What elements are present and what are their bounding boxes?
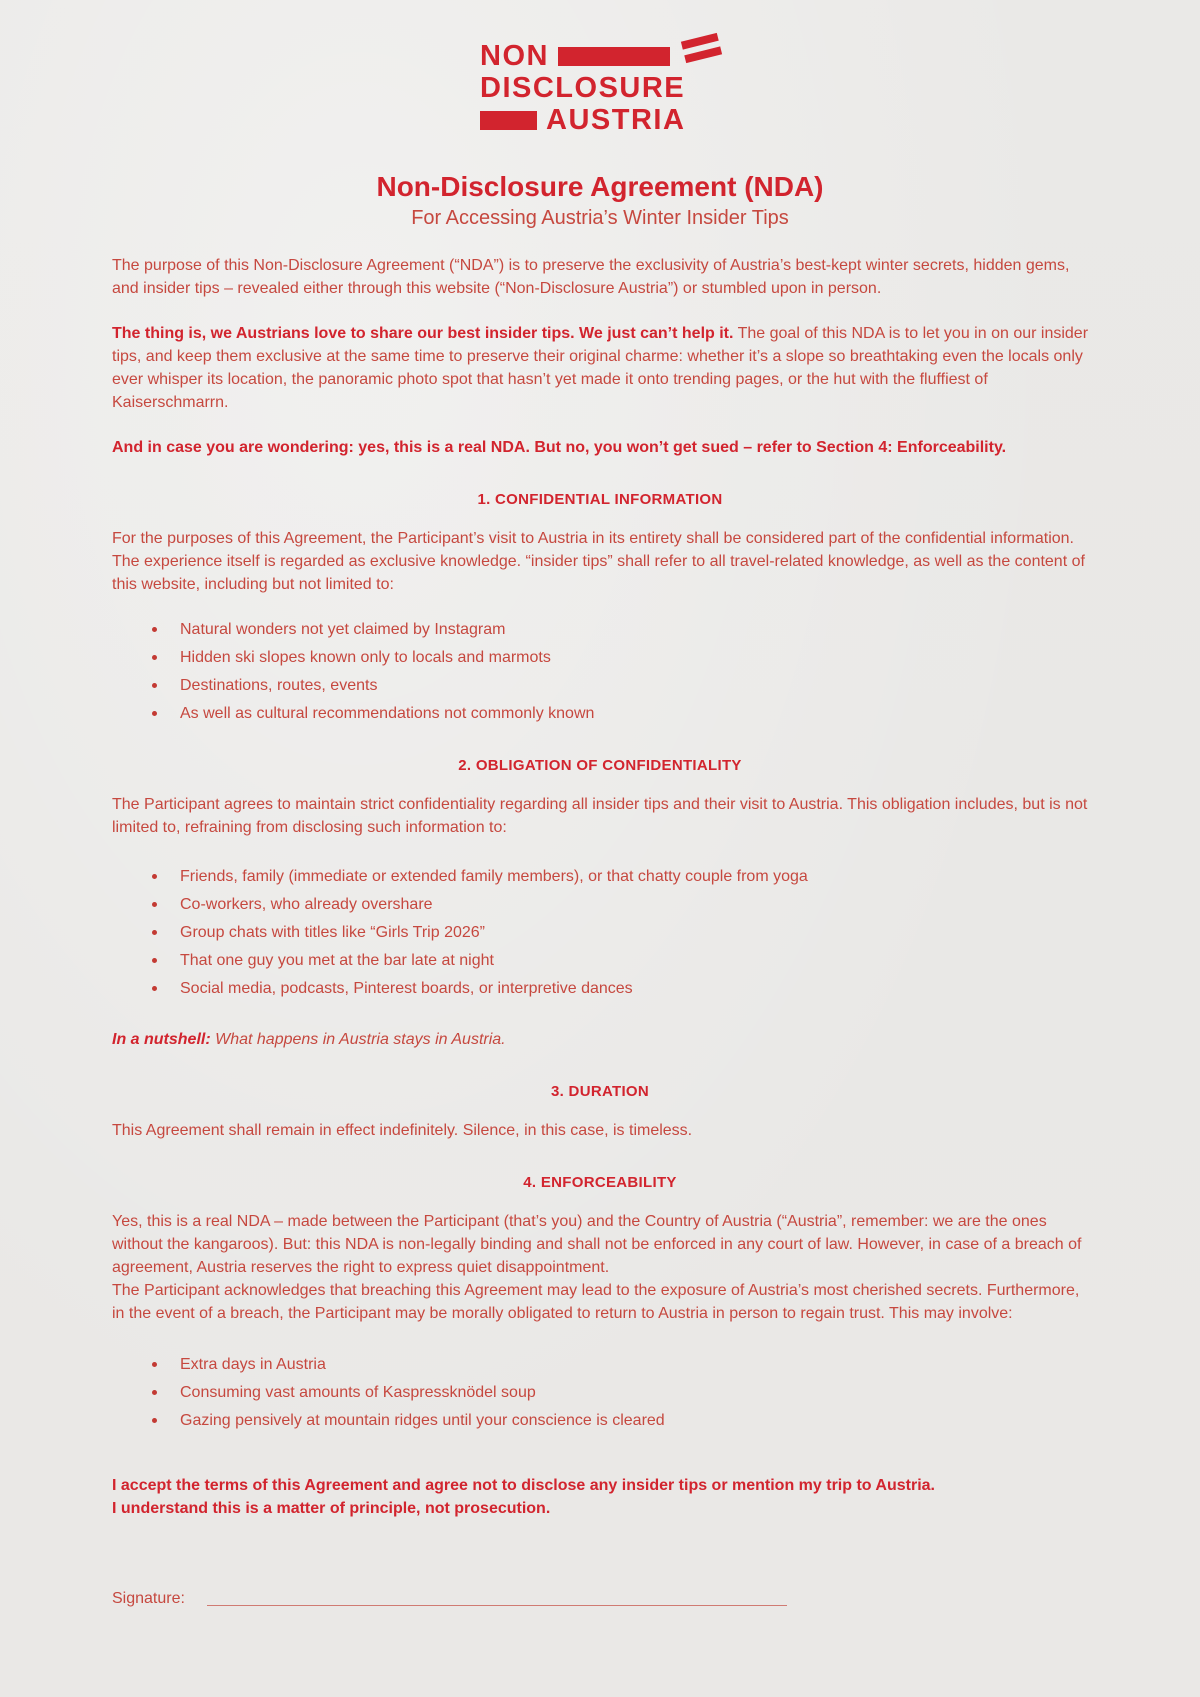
list-item [112,674,1088,697]
list-item-text: Consuming vast amounts of Kaspressknödel soup [180,1384,536,1401]
logo-row-non [480,40,720,72]
bullet-dot-icon [152,986,157,991]
bullet-dot-icon [152,1362,157,1367]
bullet-dot-icon [152,902,157,907]
bullet-dot-icon [152,627,157,632]
bullet-dot-icon [152,1390,157,1395]
bullet-dot-icon [152,683,157,688]
signature-field[interactable] [207,1605,787,1606]
list-item [112,977,1088,1000]
logo-word-non: NON [480,40,549,72]
section-4-body [112,1210,1088,1325]
section-4-bullet-list [112,1353,1088,1432]
real-nda-note: And in case you are wondering: yes, this is a real NDA. But no, you won’t get sued – refer to Section 4: Enforceability. [112,439,1007,456]
sharing-paragraph [112,322,1088,414]
list-item-text: Friends, family (immediate or extended family members), or that chatty couple from yoga [180,868,808,885]
list-item-text: Natural wonders not yet claimed by Instagram [180,621,506,638]
list-item-text: Gazing pensively at mountain ridges until your conscience is cleared [180,1412,665,1429]
acceptance-line-2: I understand this is a matter of principle, not prosecution. [112,1500,551,1517]
sharing-paragraph-bold: The thing is, we Austrians love to share our best insider tips. We just can’t help it. [112,325,734,342]
list-item [112,865,1088,888]
section-4-body-part1: Yes, this is a real NDA – made between the Participant (that’s you) and the Country of Austria (“Austria”, remember: we are the ones without the kangaroos). But: this NDA is non-legally binding and shall not be enforced in any court of law. However, in case of a breach of agreement, Austria reserves the right to express quiet disappointment. [112,1213,1082,1276]
section-heading-enforceability: 4. ENFORCEABILITY [523,1174,677,1191]
list-item [112,646,1088,669]
bullet-dot-icon [152,711,157,716]
logo-lockup [480,40,720,136]
acceptance-statement [112,1474,1088,1520]
section-3-body: This Agreement shall remain in effect indefinitely. Silence, in this case, is timeless. [112,1122,693,1139]
list-item-text: Co-workers, who already overshare [180,896,433,913]
logo [0,0,1200,136]
redaction-bar-icon [558,47,670,66]
logo-word-disclosure: DISCLOSURE [480,72,686,104]
bullet-dot-icon [152,958,157,963]
list-item-text: That one guy you met at the bar late at night [180,952,494,969]
logo-word-austria: AUSTRIA [546,104,686,136]
bullet-dot-icon [152,874,157,879]
sharing-paragraph-rest: The goal of this NDA is to let you in on our insider tips, and keep them exclusive at the same time to preserve their original charme: whether it’s a slope so breathtaking even the locals only ever whisper its location, the panoramic photo spot that hasn’t yet made it onto trending pages, or the hut with the fluffiest of Kaiserschmarrn. [112,325,1089,411]
signature-block [112,1588,787,1610]
list-item [112,618,1088,641]
section-heading-confidential-information: 1. CONFIDENTIAL INFORMATION [477,491,723,508]
section-heading-obligation-of-confidentiality: 2. OBLIGATION OF CONFIDENTIALITY [458,757,742,774]
list-item [112,702,1088,725]
list-item [112,921,1088,944]
list-item [112,1409,1088,1432]
signature-label: Signature: [112,1590,185,1607]
nutshell-lead: In a nutshell: [112,1031,211,1048]
purpose-paragraph: The purpose of this Non-Disclosure Agreement (“NDA”) is to preserve the exclusivity of Austria’s best-kept winter secrets, hidden gems, and insider tips – revealed either through this website (“Non-Disclosure Austria”) or stumbled upon in person. [112,257,1070,297]
section-4-body-part2: The Participant acknowledges that breaching this Agreement may lead to the exposure of Austria’s most cherished secrets. Furthermore, in the event of a breach, the Participant may be morally obligated to return to Austria in person to regain trust. This may involve: [112,1282,1080,1322]
page-title: Non-Disclosure Agreement (NDA) [376,171,824,202]
list-item-text: Destinations, routes, events [180,677,378,694]
list-item-text: Social media, podcasts, Pinterest boards, or interpretive dances [180,980,633,997]
section-2-bullet-list [112,865,1088,1000]
list-item [112,949,1088,972]
acceptance-line-1: I accept the terms of this Agreement and agree not to disclose any insider tips or mention my trip to Austria. [112,1477,935,1494]
logo-row-austria [480,104,685,136]
bullet-dot-icon [152,930,157,935]
list-item-text: Extra days in Austria [180,1356,326,1373]
section-1-body: For the purposes of this Agreement, the Participant’s visit to Austria in its entirety shall be considered part of the confidential information. The experience itself is regarded as exclusive knowledge. “insider tips” shall refer to all travel-related knowledge, as well as the content of this website, including but not limited to: [112,530,1085,593]
list-item-text: Hidden ski slopes known only to locals and marmots [180,649,551,666]
redaction-bar-icon [480,111,537,130]
logo-row-disclosure [480,72,685,104]
section-1-bullet-list [112,618,1088,725]
list-item [112,1381,1088,1404]
nutshell-rest: What happens in Austria stays in Austria. [210,1031,506,1048]
list-item-text: As well as cultural recommendations not commonly known [180,705,595,722]
list-item [112,893,1088,916]
bullet-dot-icon [152,655,157,660]
flag-stripes-icon [681,33,722,63]
section-heading-duration: 3. DURATION [550,1083,650,1100]
page-subtitle: For Accessing Austria’s Winter Insider Tips [411,207,789,229]
list-item-text: Group chats with titles like “Girls Trip 2026” [180,924,485,941]
nutshell-note [112,1028,1088,1051]
document-body [112,254,1088,1520]
section-2-body: The Participant agrees to maintain strict confidentiality regarding all insider tips and their visit to Austria. This obligation includes, but is not limited to, refraining from disclosing such information to: [112,796,1088,836]
list-item [112,1353,1088,1376]
bullet-dot-icon [152,1418,157,1423]
